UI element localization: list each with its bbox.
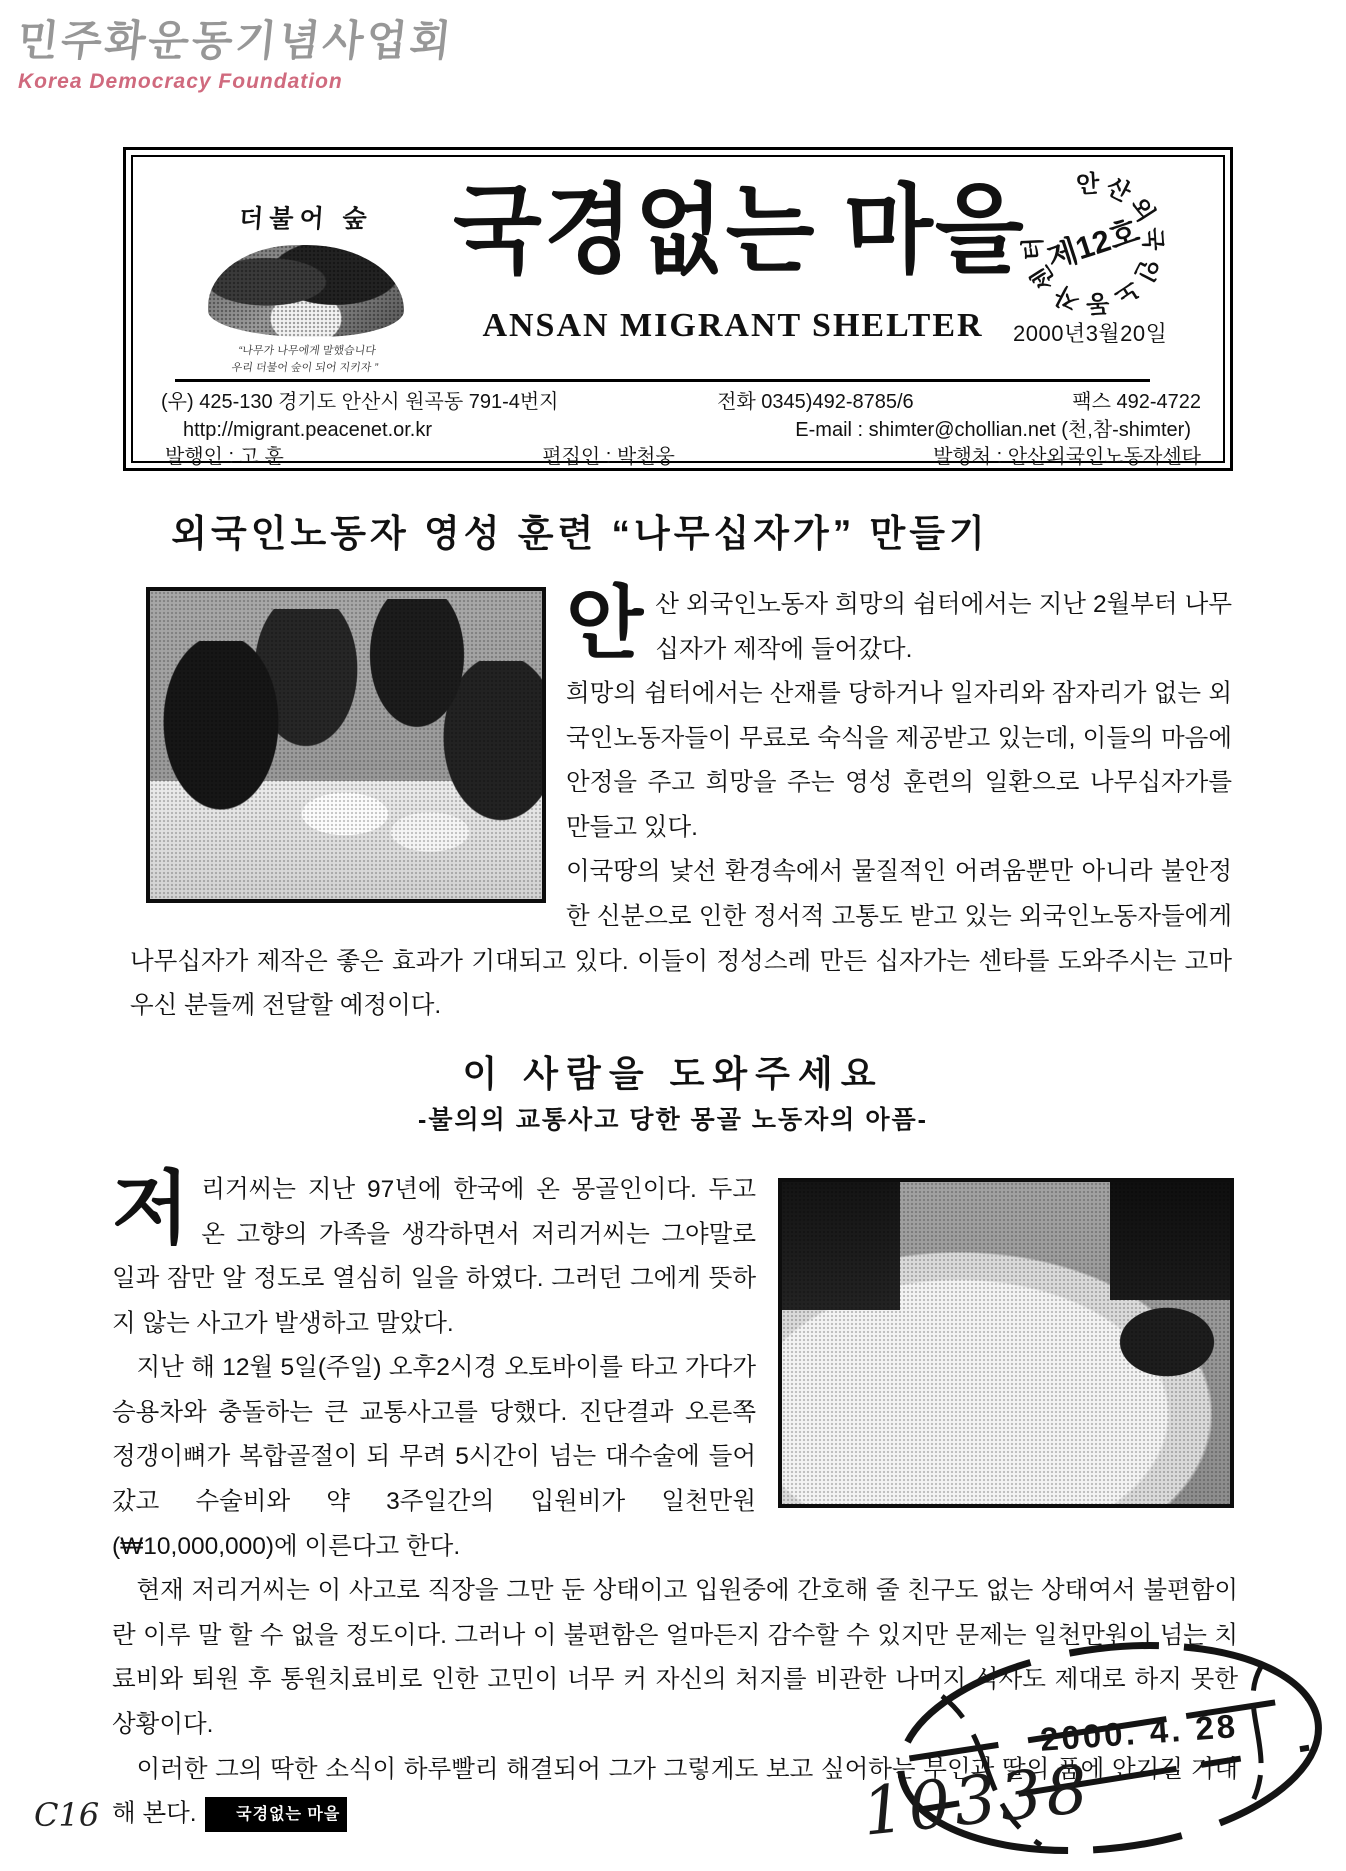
article1-dropcap: 안: [566, 579, 644, 668]
issue-date: 2000년3월20일: [1013, 321, 1168, 346]
article2-dropcap: 저: [112, 1164, 190, 1253]
article2-paragraph-1: 리거씨는 지난 97년에 한국에 온 몽골인이다. 두고 온 고향의 가족을 생각하면서 저리거씨는 그야말로 일과 잠만 알 정도로 열심히 일을 하였다. 그러던 그에게 뜻하지 않는 사고가 발생하고 말았다.: [112, 1176, 756, 1337]
editor-name: 편집인 : 박천웅: [542, 446, 675, 469]
received-stamp-date: 2000. 4. 28: [1038, 1707, 1240, 1758]
issue-stamp-graphic: [998, 149, 1187, 338]
issue-stamp-number: 제12호: [1042, 213, 1144, 276]
masthead-box: [123, 147, 1233, 471]
article1-paragraph-1: 산 외국인노동자 희망의 쉼터에서는 지난 2월부터 나무십자가 제작에 들어갔다.: [655, 591, 1232, 663]
handwritten-page-code: C16: [34, 1796, 100, 1834]
masthead-divider: [175, 379, 1150, 382]
forest-logo: [191, 199, 421, 376]
forest-logo-caption: [189, 343, 424, 376]
issuing-org-name: 발행처 : 안산외국인노동자센타: [933, 446, 1201, 469]
issue-stamp-ring-text: 안산외국인노동자센터: [1019, 170, 1167, 318]
contact-block: [161, 391, 1201, 474]
article1-photo: [146, 587, 546, 903]
article2-photo: [778, 1178, 1234, 1508]
contact-row-2: [161, 419, 1201, 443]
archive-org-english: Korea Democracy Foundation: [18, 70, 343, 93]
handwritten-number: 10338: [858, 1750, 1096, 1851]
article-end-mark: 국경없는 마을: [205, 1797, 348, 1832]
email-address: E-mail : shimter@chollian.net (천,참-shimter): [795, 418, 1191, 441]
article2-title: 이 사람을 도와주세요: [462, 1053, 884, 1094]
contact-row-3: [161, 446, 1201, 470]
phone-number: 전화 0345)492-8785/6: [717, 391, 914, 413]
forest-caption-line2: 우리 더불어 숲이 되어 지키자 ”: [230, 361, 379, 374]
article1-paragraph-3: 이국땅의 낯선 환경속에서 물질적인 어려움뿐만 아니라 불안정한 신분으로 인한 정서적 고통도 받고 있는 외국인노동자들에게 나무십자가 제작은 좋은 효과가 기대되고 있다. 이들이 정성스레 만든 십자가는 센타를 도와주시는 고마우신 분들께 전달할 예정이다.: [130, 858, 1232, 1020]
masthead-inner-border: [131, 155, 1225, 469]
article2-subtitle: -불의의 교통사고 당한 몽골 노동자의 아픔-: [418, 1106, 928, 1134]
forest-logo-title: 더불어 숲: [238, 205, 374, 233]
newsletter-title: 국경없는 마을: [453, 177, 1026, 285]
website-url: http://migrant.peacenet.or.kr: [183, 418, 433, 441]
article1-title: 외국인노동자 영성 훈련 “나무십자가” 만들기: [171, 513, 989, 554]
article2-paragraph-4-text: 이러한 그의 딱한 소식이 하루빨리 해결되어 그가 그렇게도 보고 싶어하는 부인과 딸의 품에 안기길 기대해 본다.: [112, 1755, 1238, 1828]
article2-paragraph-2: 지난 해 12월 5일(주일) 오후2시경 오토바이를 타고 가다가 승용차와 충돌하는 큰 교통사고를 당했다. 진단결과 오른쪽 정갱이뼈가 복합골절이 되 무려 5시간이 넘는 대수술에 들어갔고 수술비와 약 3주일간의 입원비가 일천만원(₩10,000,000)에 이른다고 한다.: [112, 1354, 756, 1560]
fax-number: 팩스 492-4722: [1072, 391, 1201, 413]
article1-body: [130, 579, 1232, 1029]
publisher-name: 발행인 : 고 훈: [165, 446, 284, 469]
article1-paragraph-2: 희망의 쉼터에서는 산재를 당하거나 일자리와 잠자리가 없는 외국인노동자들이 무료로 숙식을 제공받고 있는데, 이들의 마음에 안정을 주고 희망을 주는 영성 훈련의 일환으로 나무십자가를 만들고 있다.: [566, 680, 1232, 841]
newsletter-subtitle: ANSAN MIGRANT SHELTER: [482, 307, 984, 344]
contact-row-1: [161, 391, 1201, 415]
issue-number-stamp: [998, 149, 1187, 338]
mountain-forest-image: [208, 245, 404, 337]
archive-org-korean: 민주화운동기념사업회: [15, 17, 456, 64]
postal-address: (우) 425-130 경기도 안산시 원곡동 791-4번지: [161, 391, 559, 413]
archive-header: [15, 8, 456, 94]
article2-paragraph-3: 현재 저리거씨는 이 사고로 직장을 그만 둔 상태이고 입원중에 간호해 줄 친구도 없는 상태여서 불편함이란 이루 말 할 수 없을 정도이다. 그러나 이 불편함은 얼마든지 감수할 수 있지만 문제는 일천만원이 넘는 치료비와 퇴원 후 통원치료비로 인한 고민이 너무 커 자신의 처지를 비관한 나머지 식사도 제대로 하지 못한 상황이다.: [112, 1577, 1238, 1738]
forest-caption-line1: “나무가 나무에게 말했습니다: [237, 345, 377, 357]
